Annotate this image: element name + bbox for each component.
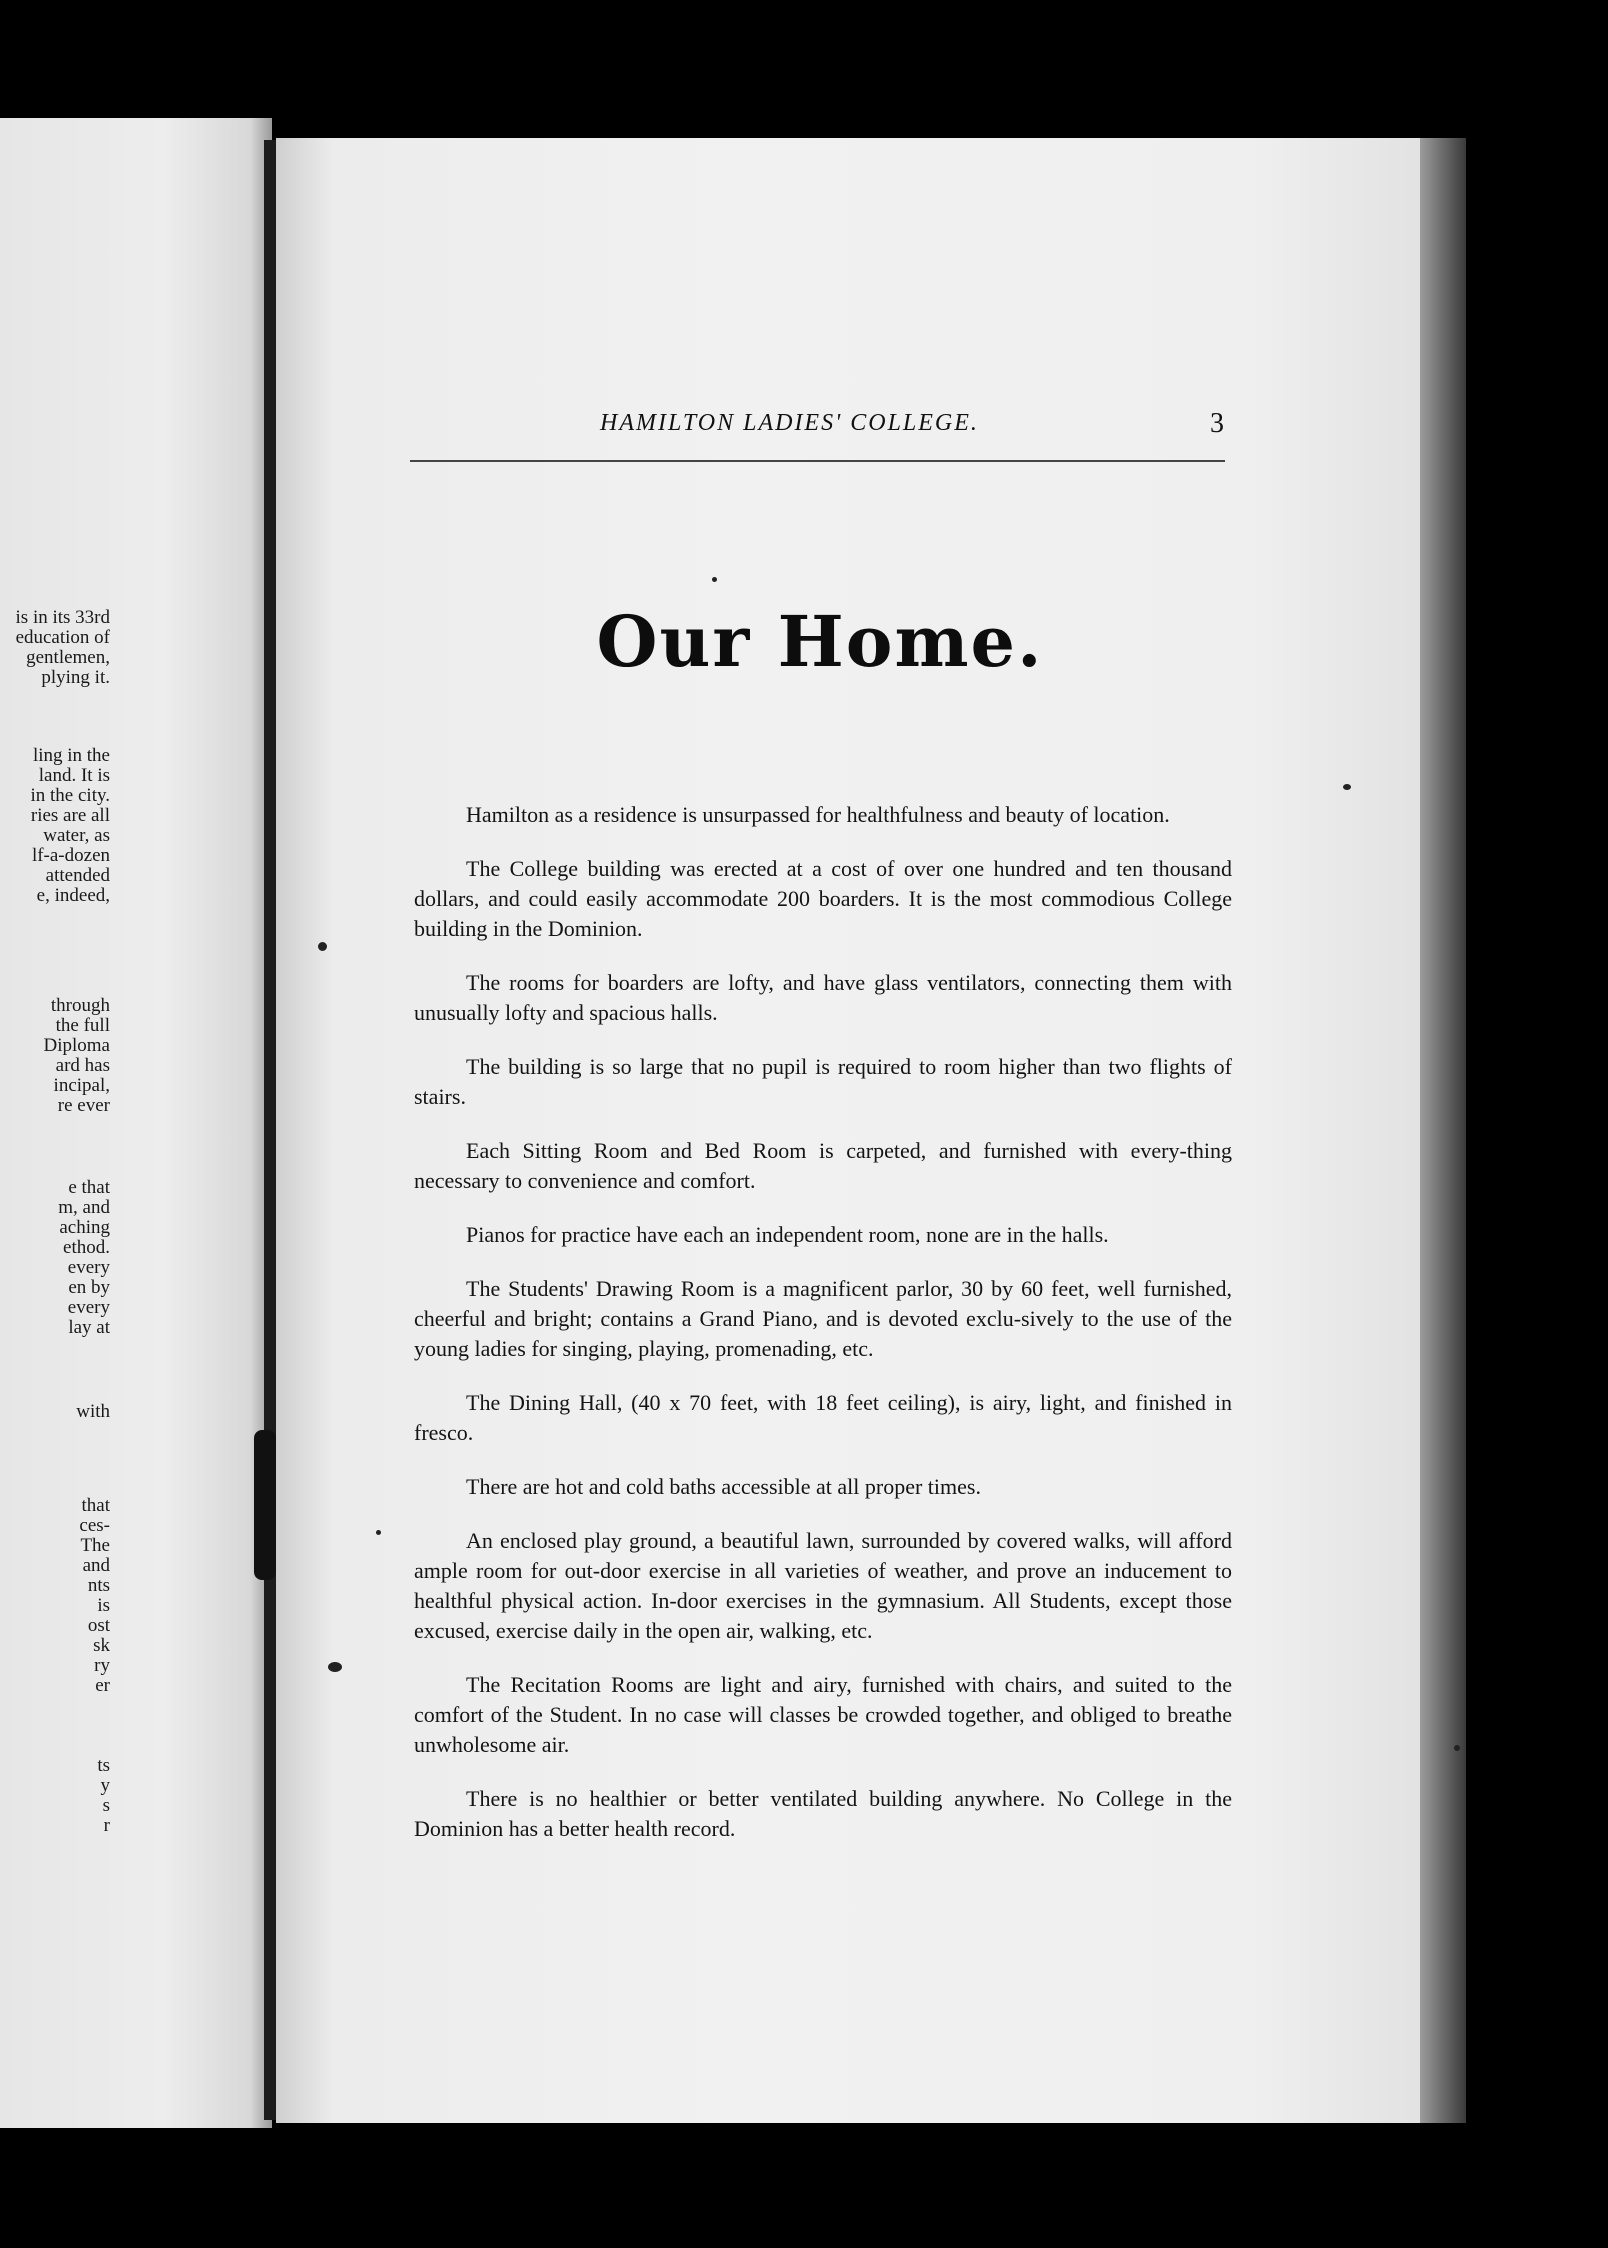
header-rule bbox=[410, 460, 1225, 462]
page-number: 3 bbox=[1210, 408, 1224, 439]
left-page-fragment: ts y s r bbox=[97, 1755, 110, 1836]
left-page-fragment: that ces- The and nts is ost sk ry er bbox=[79, 1495, 110, 1696]
paragraph: The building is so large that no pupil is required to room higher than two flights of stairs. bbox=[414, 1054, 1232, 1109]
running-header bbox=[410, 408, 1230, 448]
scan-speck bbox=[1343, 784, 1351, 790]
paragraph: The Students' Drawing Room is a magnificent parlor, 30 by 60 feet, well furnished, cheerful and bright; contains a Grand Piano, and is devoted exclu-sively to the use of the young ladies for singing, playing, promenading, etc. bbox=[414, 1276, 1232, 1361]
paragraph: There are hot and cold baths accessible at all proper times. bbox=[466, 1474, 981, 1499]
paragraph: The Dining Hall, (40 x 70 feet, with 18 feet ceiling), is airy, light, and finished in fresco. bbox=[414, 1390, 1232, 1445]
scan-speck bbox=[1454, 1745, 1460, 1751]
page-edge-shadow bbox=[1420, 138, 1466, 2123]
gutter-stain bbox=[254, 1430, 276, 1580]
book-gutter bbox=[264, 140, 276, 2120]
running-title: HAMILTON LADIES' COLLEGE. bbox=[600, 410, 979, 436]
page-heading: Our Home. bbox=[596, 600, 1044, 683]
paragraph: Each Sitting Room and Bed Room is carpeted, and furnished with every-thing necessary to convenience and comfort. bbox=[414, 1138, 1232, 1193]
left-page-fragment: is in its 33rd education of gentlemen, plying it. bbox=[15, 607, 110, 688]
scan-speck bbox=[376, 1530, 381, 1535]
paragraph: Hamilton as a residence is unsurpassed for healthfulness and beauty of location. bbox=[466, 802, 1170, 827]
scan-speck bbox=[318, 942, 327, 951]
paragraph: An enclosed play ground, a beautiful lawn, surrounded by covered walks, will afford ample room for out-door exercise in all varieties of weather, and prove an inducement to healthful physical action. In-door exercises in the gymnasium. All Students, except those excused, exercise daily in the open air, walking, etc. bbox=[414, 1528, 1232, 1643]
left-page-fragment: with bbox=[76, 1401, 110, 1422]
left-page-fragment: through the full Diploma ard has incipal, re ever bbox=[43, 995, 110, 1116]
left-page-fragment: ling in the land. It is in the city. ries are all water, as lf-a-dozen attended e, indeed, bbox=[30, 745, 110, 906]
paragraph: Pianos for practice have each an independent room, none are in the halls. bbox=[466, 1222, 1109, 1247]
paragraph: The College building was erected at a cost of over one hundred and ten thousand dollars, and could easily accommodate 200 boarders. It is the most commodious College building in the Dominion. bbox=[414, 856, 1232, 941]
left-page-fragment: e that m, and aching ethod. every en by every lay at bbox=[58, 1177, 110, 1338]
body-text bbox=[414, 800, 1232, 1868]
paragraph: There is no healthier or better ventilated building anywhere. No College in the Dominion has a better health record. bbox=[414, 1786, 1232, 1841]
scan-speck bbox=[328, 1662, 342, 1672]
left-page-remnant bbox=[0, 118, 272, 2128]
paragraph: The Recitation Rooms are light and airy, furnished with chairs, and suited to the comfort of the Student. In no case will classes be crowded together, and obliged to breathe unwholesome air. bbox=[414, 1672, 1232, 1757]
paragraph: The rooms for boarders are lofty, and have glass ventilators, connecting them with unusually lofty and spacious halls. bbox=[414, 970, 1232, 1025]
scan-speck bbox=[712, 577, 717, 582]
